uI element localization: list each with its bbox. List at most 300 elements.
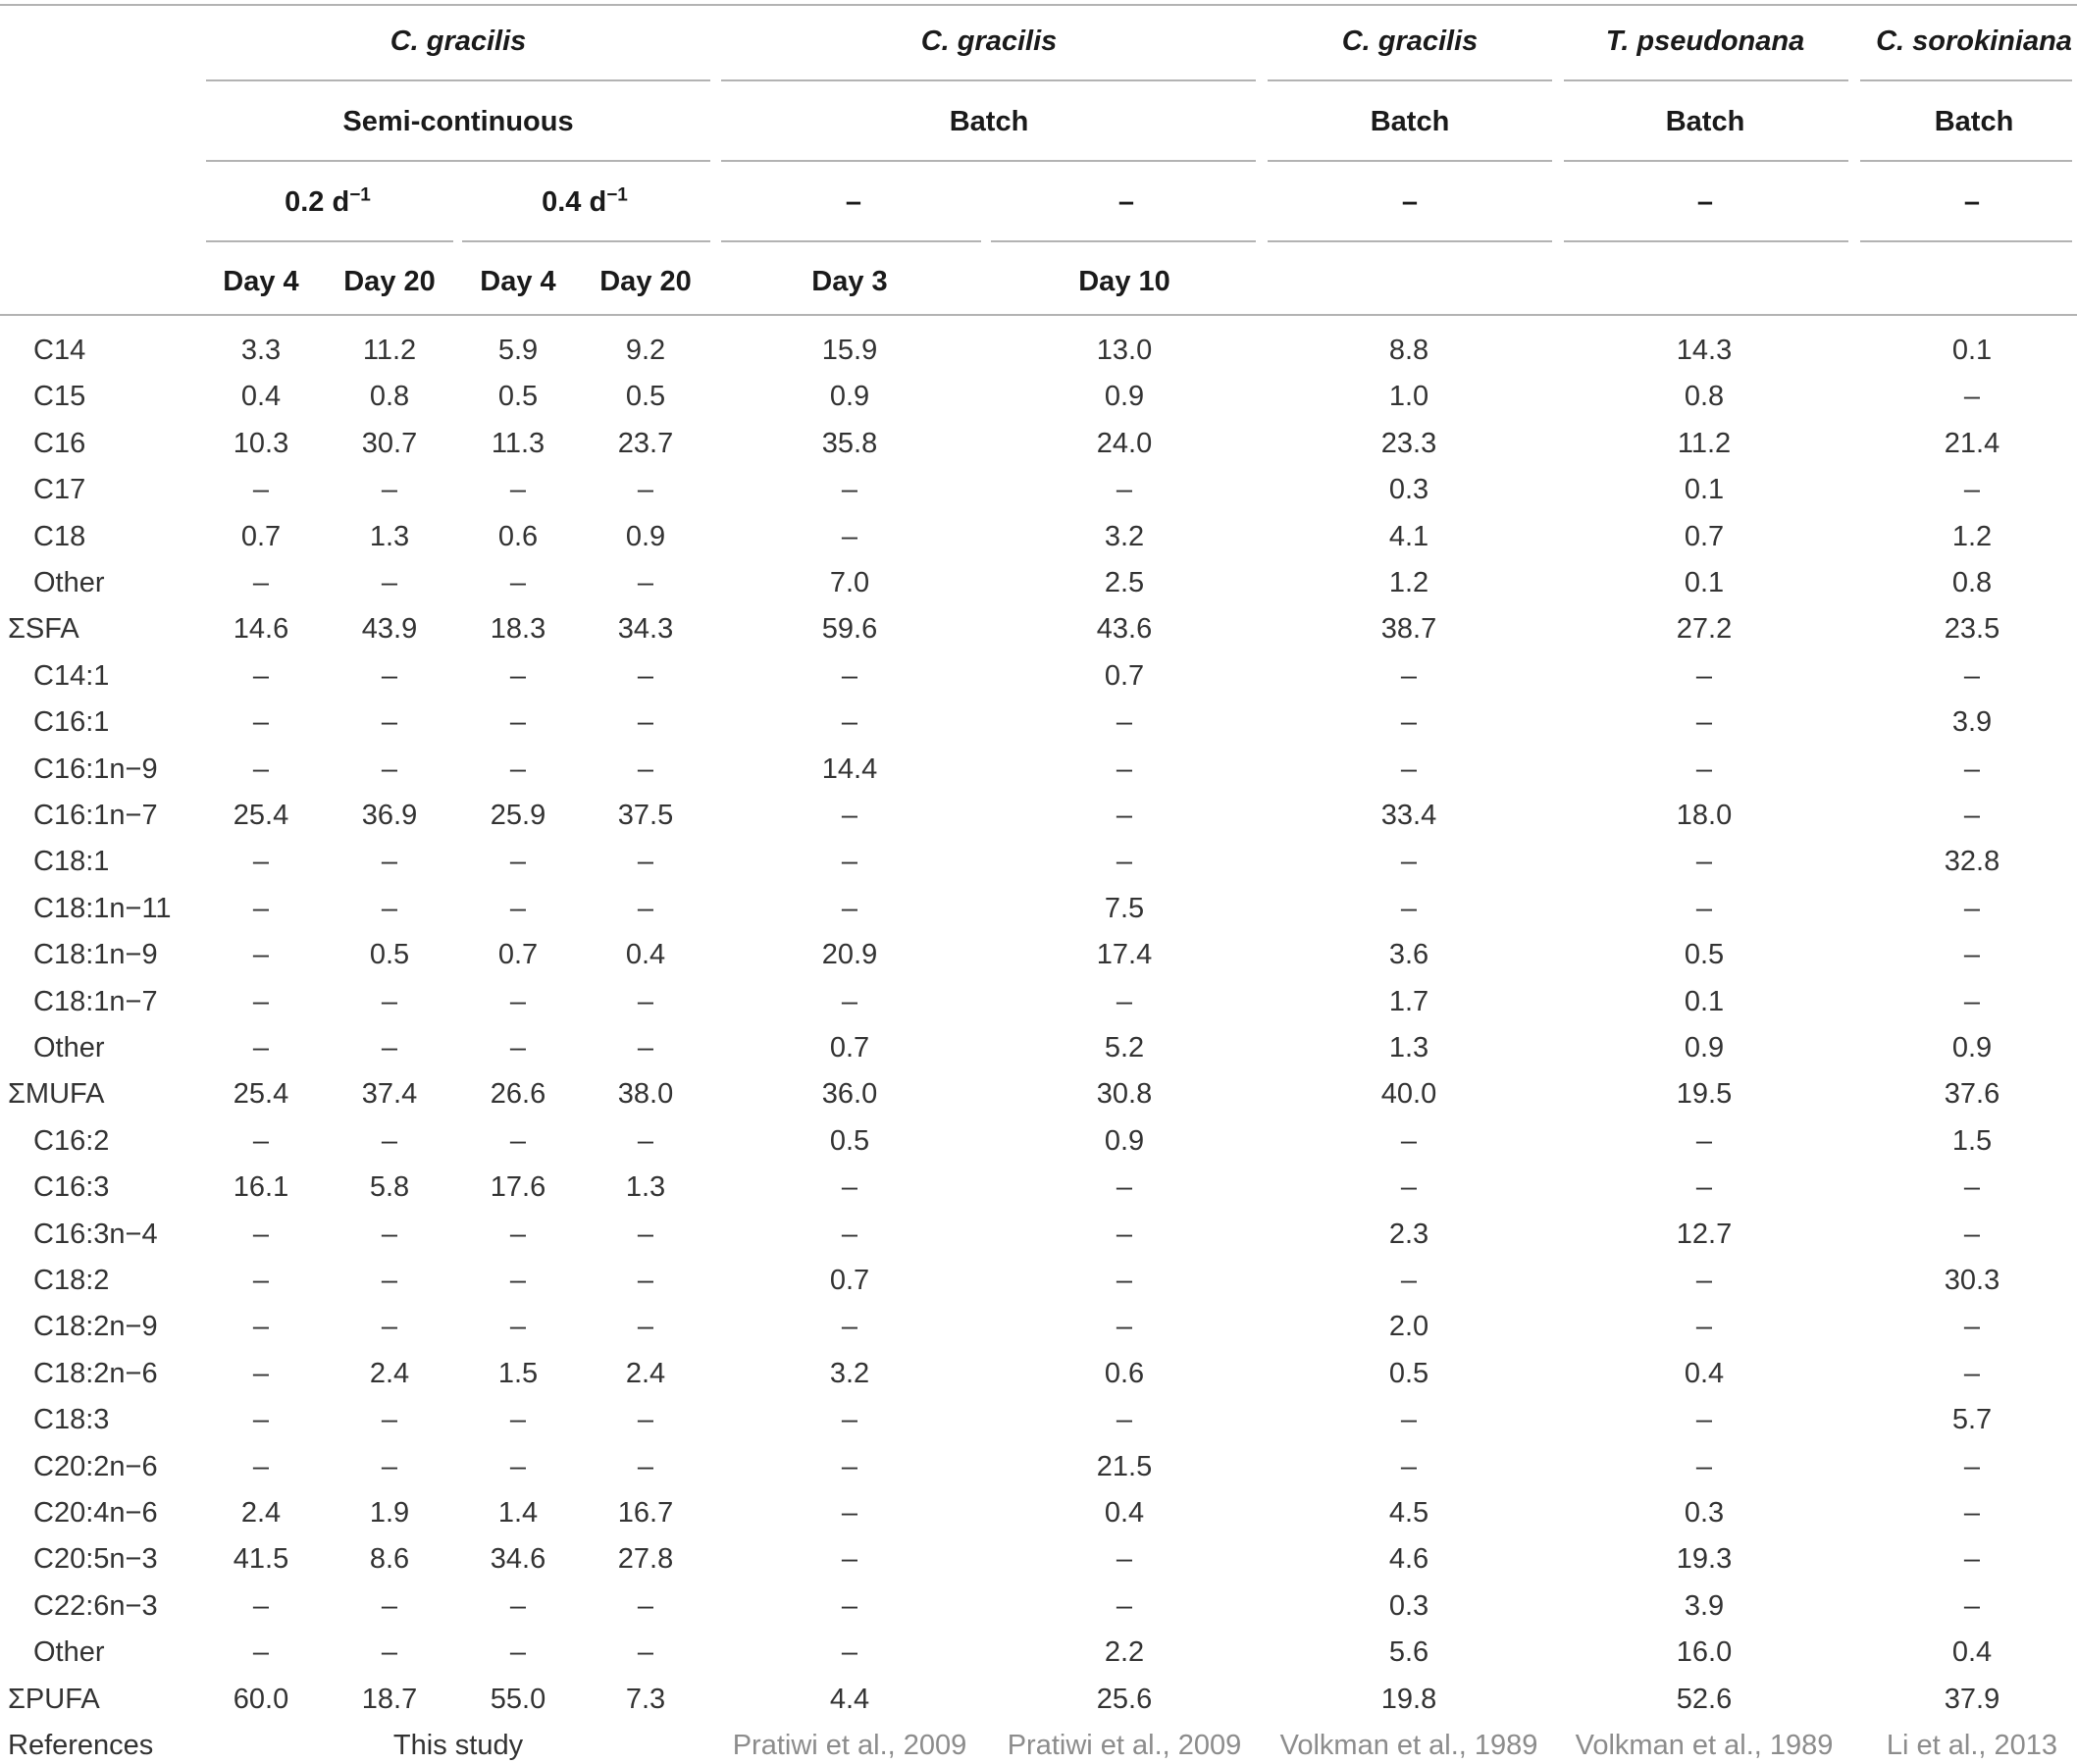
table-cell: 55.0 (490, 1683, 546, 1715)
table-cell: 2.0 (1388, 1311, 1429, 1343)
table-cell: – (637, 1124, 654, 1157)
table-cell: – (637, 1636, 654, 1669)
table-cell: – (509, 1450, 527, 1482)
table-cell: – (1963, 800, 1981, 831)
rate-header-volkman-cg: – (1401, 186, 1419, 218)
table-cell: 21.5 (1096, 1450, 1153, 1482)
table-cell: 4.4 (829, 1683, 870, 1715)
table-cell: 16.7 (617, 1497, 674, 1529)
table-cell: – (1695, 1404, 1713, 1436)
table-cell: 1.0 (1388, 381, 1429, 413)
table-cell: 0.7 (240, 520, 282, 552)
table-cell: 0.4 (1951, 1636, 1993, 1669)
table-cell: 25.9 (490, 800, 546, 831)
table-cell: 0.5 (497, 381, 539, 413)
table-cell: 30.3 (1944, 1265, 2000, 1296)
species-header-2: C. gracilis (920, 26, 1058, 57)
table-cell: – (252, 659, 270, 692)
table-cell: – (1963, 1311, 1981, 1343)
table-cell: – (841, 1218, 858, 1250)
table-cell: 0.1 (1684, 985, 1725, 1017)
table-cell: 19.8 (1380, 1683, 1437, 1715)
species-rule-3 (1268, 79, 1552, 81)
table-cell: – (1695, 846, 1713, 878)
table-cell: – (1963, 752, 1981, 785)
table-cell: 40.0 (1380, 1078, 1437, 1111)
table-cell: – (637, 1265, 654, 1296)
table-cell: – (509, 1218, 527, 1250)
rate-header-pratiwi-day10: – (1117, 186, 1135, 218)
rate-header-0-2-unit-exponent: −1 (349, 184, 371, 206)
table-cell: 1.4 (497, 1497, 539, 1529)
table-cell: 0.5 (369, 939, 410, 971)
table-cell: – (637, 1589, 654, 1622)
table-cell: – (1116, 1311, 1133, 1343)
rate-rule-4 (991, 240, 1256, 242)
table-cell: 38.7 (1380, 613, 1437, 646)
table-cell: 0.6 (497, 520, 539, 552)
table-cell: – (252, 1311, 270, 1343)
row-label: C18:1n−9 (33, 939, 158, 971)
reference-cell: This study (392, 1730, 524, 1761)
table-cell: – (637, 474, 654, 506)
table-cell: 0.1 (1684, 474, 1725, 506)
table-cell: – (1963, 1357, 1981, 1389)
table-cell: – (637, 567, 654, 598)
table-cell: – (841, 1404, 858, 1436)
day-header-6: Day 10 (1078, 266, 1170, 297)
table-cell: 0.7 (829, 1265, 870, 1296)
rate-rule-2 (462, 240, 710, 242)
table-cell: 5.8 (369, 1171, 410, 1204)
species-header-5: C. sorokiniana (1876, 26, 2072, 57)
table-cell: – (509, 659, 527, 692)
table-cell: 25.6 (1096, 1683, 1153, 1715)
table-cell: 25.4 (233, 800, 289, 831)
table-cell: – (1116, 474, 1133, 506)
row-label: C15 (33, 381, 86, 413)
table-cell: – (1400, 1404, 1418, 1436)
table-cell: 37.9 (1944, 1683, 2000, 1715)
species-header-4: T. pseudonana (1605, 26, 1805, 57)
table-cell: 0.9 (1684, 1032, 1725, 1064)
table-cell: – (841, 474, 858, 506)
culture-header-3: Batch (1370, 106, 1450, 137)
table-cell: 0.7 (1684, 520, 1725, 552)
rate-rule-7 (1860, 240, 2072, 242)
day-header-4: Day 20 (599, 266, 692, 297)
table-cell: 2.4 (240, 1497, 282, 1529)
table-cell: – (1116, 1171, 1133, 1204)
rate-rule-6 (1564, 240, 1848, 242)
table-cell: 33.4 (1380, 800, 1437, 831)
table-cell: 0.5 (1684, 939, 1725, 971)
row-label: C16:1n−9 (33, 752, 158, 785)
table-cell: – (381, 1450, 398, 1482)
table-cell: 37.6 (1944, 1078, 2000, 1111)
row-label: ΣPUFA (8, 1683, 100, 1715)
table-cell: 0.9 (625, 520, 666, 552)
table-cell: – (637, 846, 654, 878)
row-label: C18:2n−6 (33, 1357, 158, 1389)
table-cell: – (1400, 1265, 1418, 1296)
table-cell: 0.4 (240, 381, 282, 413)
table-cell: 7.0 (829, 567, 870, 598)
table-cell: 4.6 (1388, 1543, 1429, 1576)
table-cell: – (252, 939, 270, 971)
table-cell: 13.0 (1096, 335, 1153, 366)
table-cell: – (1400, 1171, 1418, 1204)
table-cell: 20.9 (821, 939, 878, 971)
table-cell: 5.7 (1951, 1404, 1993, 1436)
table-cell: 3.6 (1388, 939, 1429, 971)
table-cell: 0.4 (1684, 1357, 1725, 1389)
rate-rule-3 (721, 240, 981, 242)
table-cell: 59.6 (821, 613, 878, 646)
rate-header-li: – (1963, 186, 1981, 218)
table-cell: – (1695, 1311, 1713, 1343)
table-cell: – (1695, 752, 1713, 785)
row-label: C18:1n−11 (33, 892, 172, 924)
species-rule-1 (206, 79, 710, 81)
culture-header-2: Batch (949, 106, 1029, 137)
table-cell: – (637, 659, 654, 692)
table-cell: – (381, 1265, 398, 1296)
table-cell: 0.4 (1104, 1497, 1145, 1529)
row-label: C18:2 (33, 1265, 110, 1296)
row-label: C18:1 (33, 846, 110, 878)
table-cell: 0.5 (625, 381, 666, 413)
table-cell: – (509, 1636, 527, 1669)
table-cell: 36.9 (361, 800, 418, 831)
table-cell: – (1695, 1450, 1713, 1482)
table-cell: – (252, 1450, 270, 1482)
table-cell: 1.3 (1388, 1032, 1429, 1064)
table-cell: 0.7 (829, 1032, 870, 1064)
table-cell: – (1963, 892, 1981, 924)
row-label: C16:3n−4 (33, 1218, 158, 1250)
table-cell: – (381, 1311, 398, 1343)
table-cell: 10.3 (233, 427, 289, 459)
table-cell: – (252, 706, 270, 739)
table-cell: 0.5 (1388, 1357, 1429, 1389)
table-cell: 3.3 (240, 335, 282, 366)
table-cell: 9.2 (625, 335, 666, 366)
reference-cell: Volkman et al., 1989 (1279, 1730, 1538, 1761)
row-label: Other (33, 1032, 105, 1064)
table-cell: 16.0 (1676, 1636, 1733, 1669)
table-cell: – (509, 1124, 527, 1157)
table-cell: – (381, 567, 398, 598)
row-label: C20:5n−3 (33, 1543, 158, 1576)
row-label: C18 (33, 520, 86, 552)
table-cell: – (381, 474, 398, 506)
table-cell: – (509, 1032, 527, 1064)
table-cell: 16.1 (233, 1171, 289, 1204)
table-cell: 14.3 (1676, 335, 1733, 366)
culture-rule-4 (1564, 160, 1848, 162)
row-label: C14:1 (33, 659, 110, 692)
culture-header-4: Batch (1665, 106, 1745, 137)
rate-header-0-2-value: 0.2 d (285, 186, 350, 218)
rate-header-0-4-value: 0.4 d (542, 186, 607, 218)
table-cell: – (252, 1124, 270, 1157)
culture-rule-1 (206, 160, 710, 162)
table-cell: – (252, 1636, 270, 1669)
table-cell: 0.9 (1104, 1124, 1145, 1157)
species-rule-5 (1860, 79, 2072, 81)
table-cell: – (1400, 846, 1418, 878)
top-rule (0, 4, 2077, 6)
table-cell: – (1963, 985, 1981, 1017)
table-cell: 26.6 (490, 1078, 546, 1111)
table-cell: – (252, 985, 270, 1017)
table-cell: – (381, 985, 398, 1017)
table-cell: – (381, 1404, 398, 1436)
row-label: C20:2n−6 (33, 1450, 158, 1482)
table-cell: – (1116, 985, 1133, 1017)
table-cell: – (252, 1357, 270, 1389)
table-cell: 7.3 (625, 1683, 666, 1715)
reference-cell: Volkman et al., 1989 (1575, 1730, 1834, 1761)
table-cell: 5.2 (1104, 1032, 1145, 1064)
table-cell: – (1695, 1171, 1713, 1204)
table-cell: – (1963, 659, 1981, 692)
table-cell: 30.7 (361, 427, 418, 459)
reference-cell: Pratiwi et al., 2009 (1007, 1730, 1242, 1761)
table-cell: 0.9 (829, 381, 870, 413)
table-cell: – (637, 985, 654, 1017)
table-cell: 1.7 (1388, 985, 1429, 1017)
table-cell: 8.6 (369, 1543, 410, 1576)
table-cell: 1.3 (369, 520, 410, 552)
table-cell: – (381, 1589, 398, 1622)
table-cell: 23.3 (1380, 427, 1437, 459)
row-label: C16 (33, 427, 86, 459)
table-cell: 18.0 (1676, 800, 1733, 831)
rate-header-0-4-unit-exponent: −1 (606, 184, 628, 206)
table-cell: – (1963, 1218, 1981, 1250)
culture-rule-3 (1268, 160, 1552, 162)
table-cell: 0.7 (497, 939, 539, 971)
table-cell: 0.9 (1951, 1032, 1993, 1064)
table-cell: – (381, 752, 398, 785)
table-cell: – (1963, 1450, 1981, 1482)
table-cell: 34.3 (617, 613, 674, 646)
table-cell: 25.4 (233, 1078, 289, 1111)
table-cell: 2.4 (625, 1357, 666, 1389)
table-cell: – (637, 1311, 654, 1343)
table-cell: 0.7 (1104, 659, 1145, 692)
table-cell: 1.2 (1388, 567, 1429, 598)
day-header-2: Day 20 (343, 266, 436, 297)
table-cell: 18.7 (361, 1683, 418, 1715)
table-cell: – (637, 706, 654, 739)
header-bottom-rule (0, 314, 2077, 316)
table-cell: 17.6 (490, 1171, 546, 1204)
row-label: C16:1 (33, 706, 110, 739)
culture-rule-5 (1860, 160, 2072, 162)
table-cell: – (252, 567, 270, 598)
table-cell: 1.5 (497, 1357, 539, 1389)
table-cell: 43.9 (361, 613, 418, 646)
table-cell: – (637, 1032, 654, 1064)
table-cell: – (1963, 1589, 1981, 1622)
table-cell: – (841, 1311, 858, 1343)
table-cell: 0.3 (1684, 1497, 1725, 1529)
row-label: C17 (33, 474, 86, 506)
table-cell: 5.9 (497, 335, 539, 366)
table-cell: – (509, 1404, 527, 1436)
table-cell: – (252, 474, 270, 506)
table-cell: – (841, 1497, 858, 1529)
table-cell: 1.9 (369, 1497, 410, 1529)
table-cell: – (1963, 939, 1981, 971)
table-cell: 0.3 (1388, 474, 1429, 506)
row-label: C18:1n−7 (33, 985, 158, 1017)
table-cell: – (381, 892, 398, 924)
table-cell: 41.5 (233, 1543, 289, 1576)
table-cell: – (1695, 1124, 1713, 1157)
table-cell: 37.5 (617, 800, 674, 831)
table-cell: 1.5 (1951, 1124, 1993, 1157)
table-cell: 3.2 (1104, 520, 1145, 552)
table-cell: – (637, 1218, 654, 1250)
day-header-1: Day 4 (223, 266, 299, 297)
table-cell: 37.4 (361, 1078, 418, 1111)
table-cell: – (841, 520, 858, 552)
table-cell: 0.9 (1104, 381, 1145, 413)
row-label: Other (33, 567, 105, 598)
table-cell: – (509, 567, 527, 598)
table-cell: 0.1 (1951, 335, 1993, 366)
table-cell: – (1116, 706, 1133, 739)
reference-cell: Li et al., 2013 (1886, 1730, 2058, 1761)
table-cell: 19.5 (1676, 1078, 1733, 1111)
day-header-3: Day 4 (480, 266, 556, 297)
table-cell: 3.9 (1951, 706, 1993, 739)
table-cell: – (1695, 892, 1713, 924)
table-cell: – (252, 1032, 270, 1064)
culture-header-5: Batch (1934, 106, 2014, 137)
table-cell: 18.3 (490, 613, 546, 646)
table-cell: – (1400, 659, 1418, 692)
table-cell: – (637, 1450, 654, 1482)
table-cell: 36.0 (821, 1078, 878, 1111)
table-cell: 14.6 (233, 613, 289, 646)
culture-header-1: Semi-continuous (342, 106, 574, 137)
table-cell: 0.8 (1684, 381, 1725, 413)
table-cell: – (1116, 846, 1133, 878)
table-cell: 27.8 (617, 1543, 674, 1576)
table-cell: – (1116, 1265, 1133, 1296)
table-cell: – (1116, 752, 1133, 785)
rate-header-0-4 (542, 185, 628, 219)
table-cell: – (252, 1265, 270, 1296)
table-cell: – (509, 892, 527, 924)
table-cell: 2.2 (1104, 1636, 1145, 1669)
table-cell: – (637, 1404, 654, 1436)
table-cell: 23.7 (617, 427, 674, 459)
table-cell: 1.2 (1951, 520, 1993, 552)
table-cell: – (381, 1124, 398, 1157)
rate-header-0-2 (285, 185, 371, 219)
table-cell: – (381, 1636, 398, 1669)
reference-cell: Pratiwi et al., 2009 (732, 1730, 967, 1761)
table-cell: 1.3 (625, 1171, 666, 1204)
table-cell: 0.3 (1388, 1589, 1429, 1622)
table-cell: 60.0 (233, 1683, 289, 1715)
table-cell: 7.5 (1104, 892, 1145, 924)
table-cell: – (1400, 1124, 1418, 1157)
row-label: C14 (33, 335, 86, 366)
table-cell: – (841, 985, 858, 1017)
row-label: C22:6n−3 (33, 1589, 158, 1622)
table-cell: – (1695, 706, 1713, 739)
table-cell: 23.5 (1944, 613, 2000, 646)
table-cell: 32.8 (1944, 846, 2000, 878)
table-cell: – (509, 1589, 527, 1622)
table-cell: – (1400, 892, 1418, 924)
table-cell: – (509, 1311, 527, 1343)
table-cell: 27.2 (1676, 613, 1733, 646)
table-cell: – (1116, 800, 1133, 831)
table-cell: – (1695, 1265, 1713, 1296)
table-cell: 11.2 (1677, 427, 1732, 459)
row-label: C18:3 (33, 1404, 110, 1436)
table-cell: 14.4 (821, 752, 878, 785)
table-cell: – (509, 846, 527, 878)
table-cell: 21.4 (1944, 427, 2000, 459)
table-cell: – (1116, 1404, 1133, 1436)
table-cell: 12.7 (1676, 1218, 1733, 1250)
species-header-1: C. gracilis (389, 26, 527, 57)
table-cell: – (1400, 1450, 1418, 1482)
table-cell: 0.6 (1104, 1357, 1145, 1389)
table-cell: 24.0 (1096, 427, 1153, 459)
table-cell: 19.3 (1676, 1543, 1733, 1576)
row-label: Other (33, 1636, 105, 1669)
row-label: C16:2 (33, 1124, 110, 1157)
species-header-3: C. gracilis (1341, 26, 1479, 57)
rate-rule-5 (1268, 240, 1552, 242)
table-cell: – (841, 800, 858, 831)
table-cell: – (637, 892, 654, 924)
table-cell: 17.4 (1096, 939, 1153, 971)
table-cell: 15.9 (821, 335, 878, 366)
table-cell: – (381, 659, 398, 692)
table-cell: 3.2 (829, 1357, 870, 1389)
table-cell: 30.8 (1096, 1078, 1153, 1111)
table-cell: 4.1 (1388, 520, 1429, 552)
table-cell: – (509, 752, 527, 785)
rate-rule-1 (206, 240, 453, 242)
table-cell: – (509, 474, 527, 506)
table-cell: – (1963, 1171, 1981, 1204)
table-cell: – (1963, 1497, 1981, 1529)
table-cell: 2.5 (1104, 567, 1145, 598)
table-cell: – (252, 752, 270, 785)
table-cell: 11.2 (362, 335, 417, 366)
table-cell: – (1400, 752, 1418, 785)
row-label: ΣMUFA (8, 1078, 105, 1111)
table-cell: – (1695, 659, 1713, 692)
table-cell: – (509, 706, 527, 739)
table-cell: – (509, 1265, 527, 1296)
culture-rule-2 (721, 160, 1256, 162)
row-label: ΣSFA (8, 613, 79, 646)
table-cell: 0.8 (369, 381, 410, 413)
